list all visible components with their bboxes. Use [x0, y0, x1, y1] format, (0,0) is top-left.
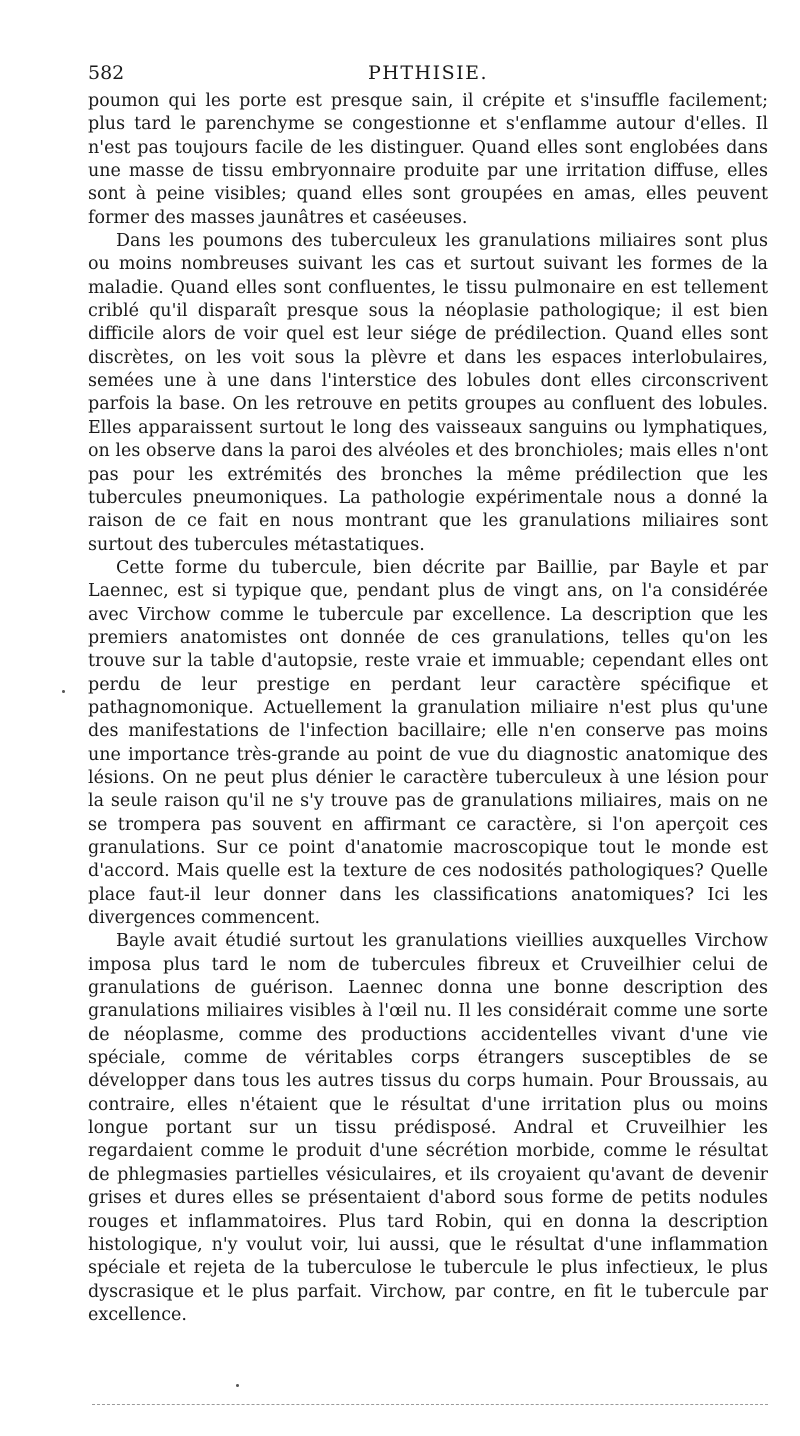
margin-speck: [236, 1384, 239, 1387]
paragraph-tubercle-form: Cette forme du tubercule, bien décrite par Baillie, par Bayle et par Laennec, est si typique que, pendant plus de vingt ans, on l'a considérée avec Virchow comme le tubercule par excellence. La description que les premiers anatomistes ont donnée de ces granulations, telles qu'on les trouve sur la table d'autopsie, reste vraie et immuable; cependant elles ont perdu de leur prestige en perdant leur caractère spécifique et pathagnomonique. Actuellement la granulation miliaire n'est plus qu'une des manifestations de l'infection bacillaire; elle n'en conserve pas moins une importance très-grande au point de vue du diagnostic anatomique des lésions. On ne peut plus dénier le caractère tuberculeux à une lésion pour la seule raison qu'il ne s'y trouve pas de granulations miliaires, mais on ne se trompera pas souvent en affirmant ce caractère, si l'on aperçoit ces granulations. Sur ce point d'anatomie macroscopique tout le monde est d'accord. Mais quelle est la texture de ces nodosités pathologiques? Quelle place faut-il leur donner dans les classifications anatomiques? Ici les divergences commencent.: [88, 557, 768, 929]
paragraph-historical-views: Bayle avait étudié surtout les granulations vieillies auxquelles Virchow imposa plus tard le nom de tubercules fibreux et Cruveilhier celui de granulations de guérison. Laennec donna une bonne description des granulations miliaires visibles à l'œil nu. Il les considérait comme une sorte de néoplasme, comme des productions accidentelles vivant d'une vie spéciale, comme de véritables corps étrangers susceptibles de se développer dans tous les autres tissus du corps humain. Pour Broussais, au contraire, elles n'étaient que le résultat d'une irritation plus ou moins longue portant sur un tissu prédisposé. Andral et Cruveilhier les regardaient comme le produit d'une sécrétion morbide, comme le résultat de phlegmasies partielles vésiculaires, et ils croyaient qu'avant de devenir grises et dures elles se présentaient d'abord sous forme de petits nodules rouges et inflammatoires. Plus tard Robin, qui en donna la description histologique, n'y voulut voir, lui aussi, que le résultat d'une inflammation spéciale et rejeta de la tuberculose le tubercule le plus infectieux, le plus dyscrasique et le plus parfait. Virchow, par contre, en fit le tubercule par excellence.: [88, 931, 768, 1325]
body-text: [88, 90, 768, 1327]
page-header: [88, 60, 768, 86]
page-number: 582: [88, 62, 125, 84]
running-title: PHTHISIE.: [367, 62, 489, 84]
paragraph-granulations-location: Dans les poumons des tuberculeux les granulations miliaires sont plus ou moins nombreuses suivant les cas et surtout suivant les formes de la maladie. Quand elles sont confluentes, le tissu pulmonaire en est tellement criblé qu'il disparaît presque sous la néoplasie pathologique; il est bien difficile alors de voir quel est leur siége de prédilection. Quand elles sont discrètes, on les voit sous la plèvre et dans les espaces interlobulaires, semées une à une dans l'interstice des lobules dont elles circonscrivent parfois la base. On les retrouve en petits groupes au confluent des lobules. Elles apparaissent surtout le long des vaisseaux sanguins ou lymphatiques, on les observe dans la paroi des alvéoles et des bronchioles; mais elles n'ont pas pour les extrémités des bronches la même prédilection que les tubercules pneumoniques. La pathologie expérimentale nous a donné la raison de ce fait en nous montrant que les granulations miliaires sont surtout des tubercules métastatiques.: [88, 231, 768, 555]
paragraph-continuation: poumon qui les porte est presque sain, il crépite et s'insuffle facilement; plus tard le parenchyme se congestionne et s'enflamme autour d'elles. Il n'est pas toujours facile de les distinguer. Quand elles sont englobées dans une masse de tissu embryonnaire produite par une irritation diffuse, elles sont à peine visibles; quand elles sont groupées en amas, elles peuvent former des masses jaunâtres et caséeuses.: [88, 91, 768, 228]
footer-rule: [92, 1404, 768, 1405]
margin-speck: [62, 690, 65, 693]
